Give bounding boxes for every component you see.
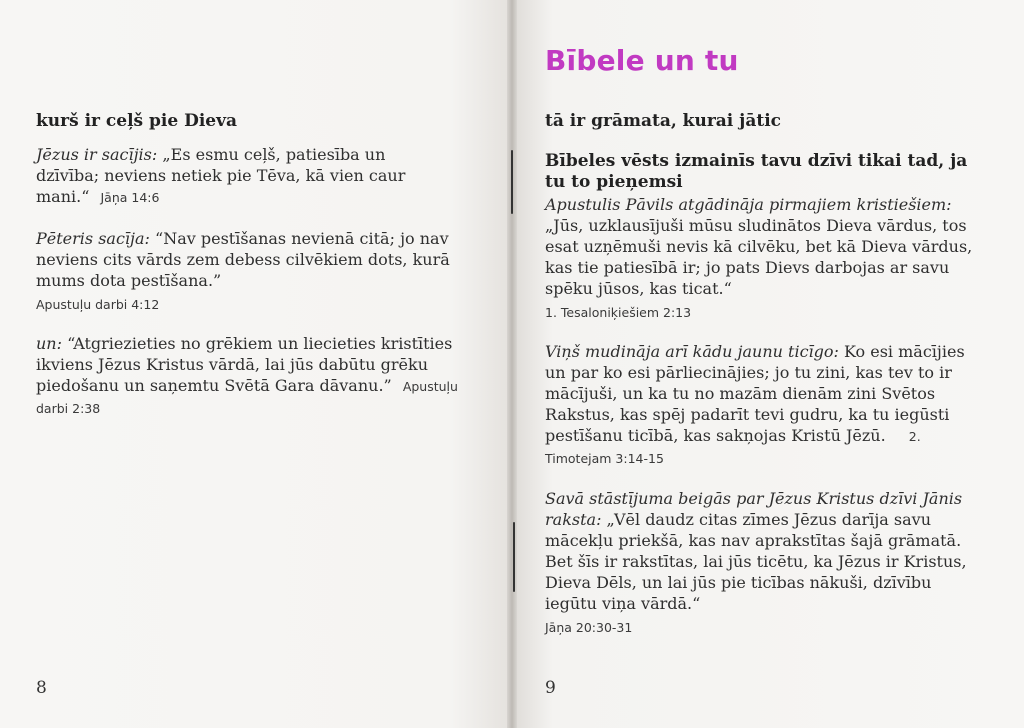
passage-6-speaker: Savā stāstījuma beigās par Jēzus Kristus dzīvi Jānis raksta: — [545, 489, 963, 529]
passage-4 — [545, 194, 985, 323]
book-gutter — [507, 0, 517, 728]
margin-bracket — [511, 150, 513, 214]
passage-2-reference: Apustuļu darbi 4:12 — [36, 297, 160, 312]
passage-6-text: „Vēl daudz citas zīmes Jēzus darīja savu mācekļu priekšā, kas nav aprakstītas šajā grāmatā. Bet šīs ir rakstītas, lai jūs ticētu, ka Jēzus ir Kristus, Dieva Dēls, un lai jūs pie ticības nākuši, dzīvību iegūtu viņa vārdā.“ — [545, 510, 967, 613]
passage-4-speaker: Apustulis Pāvils atgādināja pirmajiem kristiešiem: — [545, 195, 952, 214]
right-subheading: tā ir grāmata, kurai jātic — [545, 111, 781, 131]
passage-3-speaker: un: — [36, 334, 62, 353]
passage-2 — [36, 228, 454, 315]
passage-3 — [36, 333, 464, 419]
passage-2-text: “Nav pestīšanas nevienā citā; jo nav neviens cits vārds zem debess cilvēkiem dots, kurā mums dota pestīšana.” — [36, 229, 450, 290]
passage-1 — [36, 144, 448, 208]
margin-bracket-2 — [513, 522, 515, 592]
passage-2-speaker: Pēteris sacīja: — [36, 229, 150, 248]
passage-5-text: Ko esi mācījies un par ko esi pārliecinājies; jo tu zini, kas tev to ir mācījuši, un ka tu no mazām dienām zini Svētos Rakstus, kas spēj padarīt tevi gudru, ka tu iegūsti pestīšanu ticībā, kas sakņojas Kristū Jēzū. — [545, 342, 965, 445]
passage-6-reference: Jāņa 20:30-31 — [545, 620, 633, 635]
passage-3-text: “Atgriezieties no grēkiem un liecieties kristīties ikviens Jēzus Kristus vārdā, lai jūs dabūtu grēku piedošanu un saņemtu Svētā Gara dāvanu.” — [36, 334, 453, 395]
passage-5-reference: 2. Timotejam 3:14-15 — [545, 429, 921, 466]
passage-6 — [545, 488, 975, 638]
left-page-number: 8 — [36, 678, 47, 698]
passage-5 — [545, 341, 971, 469]
right-heading-2: Bībeles vēsts izmainīs tavu dzīvi tikai tad, ja tu to pieņemsi — [545, 151, 968, 192]
left-heading: kurš ir ceļš pie Dieva — [36, 111, 238, 131]
passage-1-speaker: Jēzus ir sacījis: — [36, 145, 158, 164]
passage-4-reference: 1. Tesaloniķiešiem 2:13 — [545, 305, 692, 320]
passage-1-text: „Es esmu ceļš, patiesība un dzīvība; neviens netiek pie Tēva, kā vien caur mani.“ — [36, 145, 406, 206]
passage-1-reference: Jāņa 14:6 — [100, 190, 160, 205]
passage-5-speaker: Viņš mudināja arī kādu jaunu ticīgo: — [545, 342, 839, 361]
page-title: Bībele un tu — [545, 44, 739, 77]
passage-3-reference: Apustuļu darbi 2:38 — [36, 379, 458, 416]
right-page-number: 9 — [545, 678, 556, 698]
passage-4-text: „Jūs, uzklausījuši mūsu sludinātos Dieva vārdus, tos esat uzņēmuši nevis kā cilvēku, bet kā Dieva vārdus, kas tie patiesībā ir; jo pats Dievs darbojas ar savu spēku jūsos, kas ticat.“ — [545, 216, 973, 298]
